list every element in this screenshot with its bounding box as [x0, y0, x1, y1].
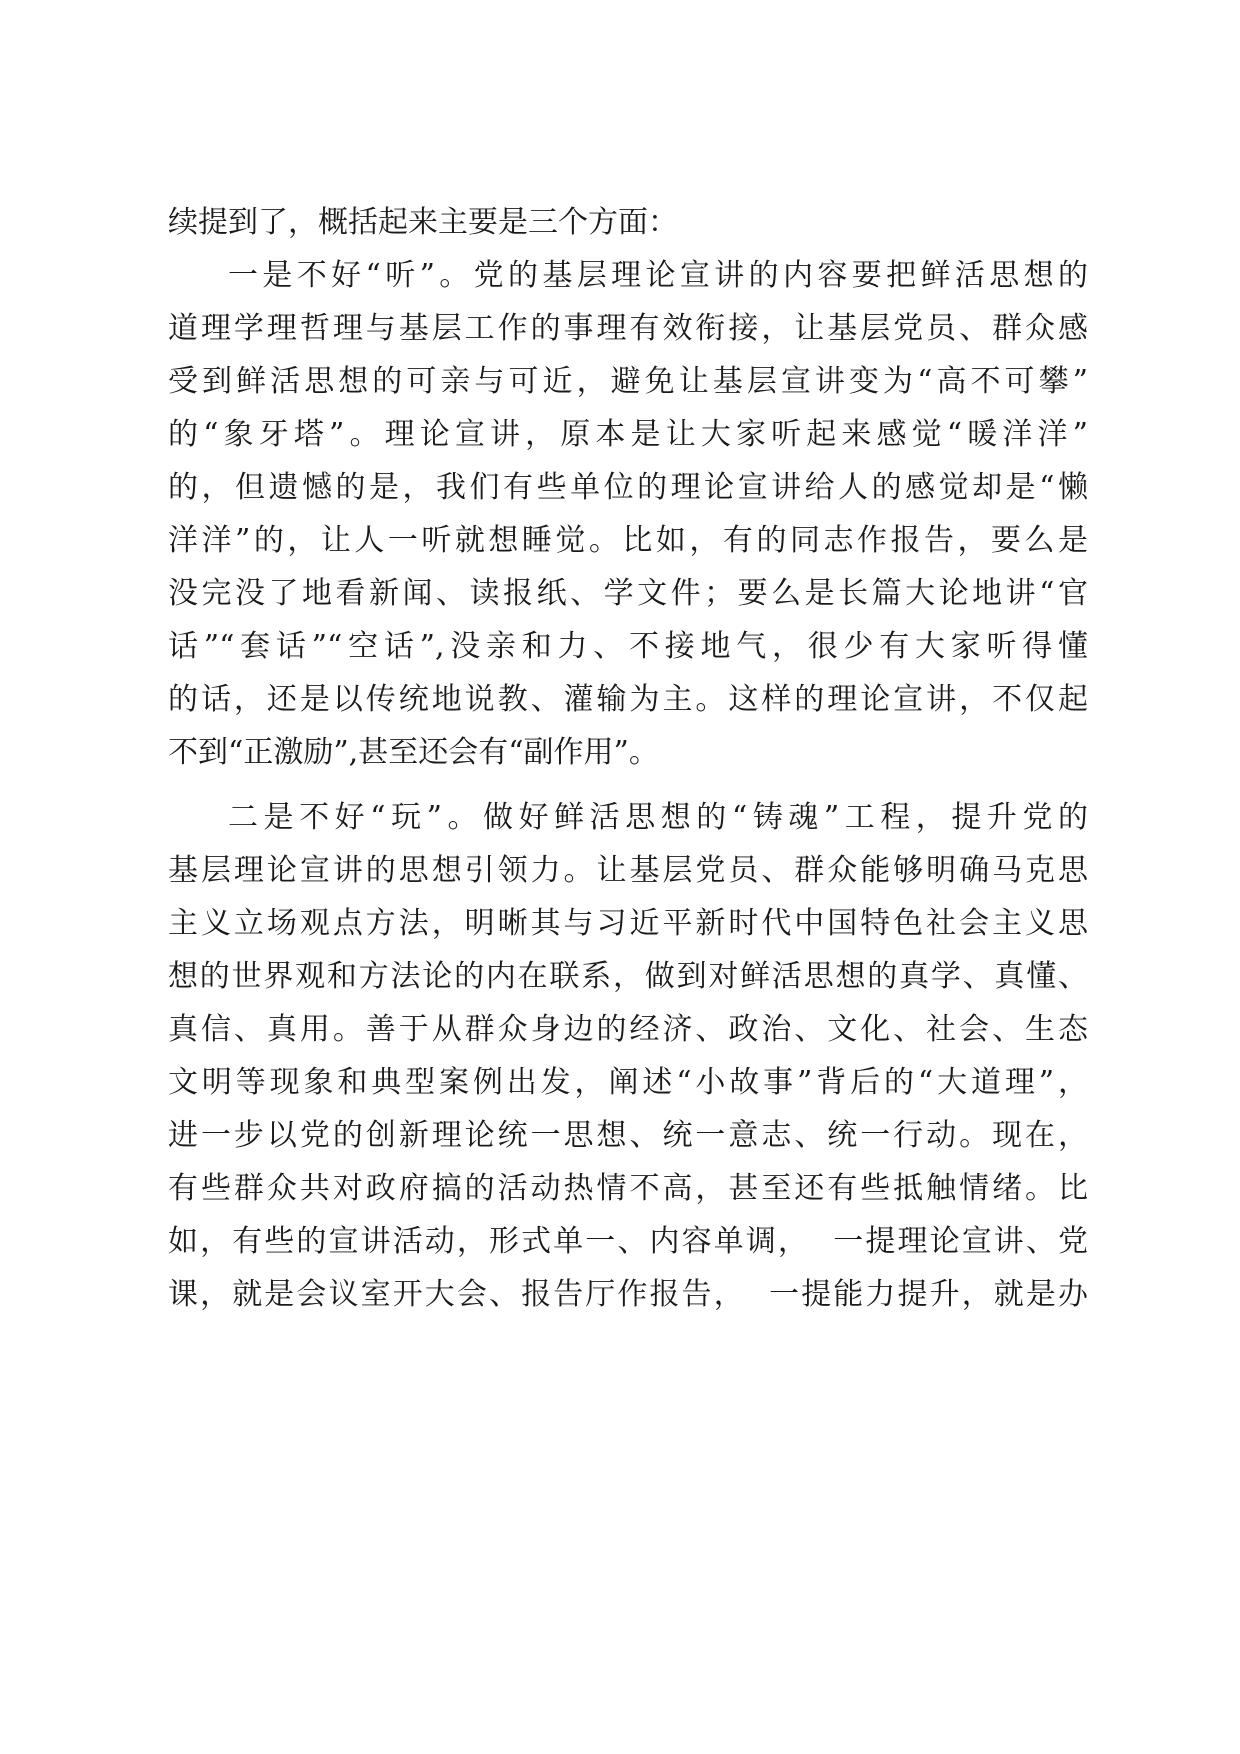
paragraph-line: 进一步以党的创新理论统一思想、统一意志、统一行动。现在，: [168, 1118, 1088, 1153]
paragraph-spacer: [168, 779, 1088, 791]
paragraph-line: 课，就是会议室开大会、报告厅作报告， 一提能力提升，就是办: [168, 1277, 1088, 1312]
paragraph-line: 如，有些的宣讲活动，形式单一、内容单调， 一提理论宣讲、党: [168, 1224, 1088, 1259]
paragraph-line: 主义立场观点方法，明晰其与习近平新时代中国特色社会主义思: [168, 906, 1088, 941]
paragraph-line: 文明等现象和典型案例出发，阐述“小故事”背后的“大道理”，: [168, 1065, 1088, 1100]
paragraph-line: 受到鲜活思想的可亲与可近，避免让基层宣讲变为“高不可攀”: [168, 364, 1088, 399]
paragraph-line: 洋洋”的，让人一听就想睡觉。比如，有的同志作报告，要么是: [168, 523, 1088, 558]
paragraph-line: 道理学理哲理与基层工作的事理有效衔接，让基层党员、群众感: [168, 311, 1088, 346]
paragraph-line: 不到“正激励”,甚至还会有“副作用”。: [168, 735, 659, 770]
paragraph-line: 有些群众共对政府搞的活动热情不高，甚至还有些抵触情绪。比: [168, 1171, 1088, 1206]
paragraph-1: [168, 249, 1088, 779]
paragraph-line: 的话，还是以传统地说教、灌输为主。这样的理论宣讲，不仅起: [168, 682, 1088, 717]
lead-line: 续提到了，概括起来主要是三个方面：: [168, 205, 678, 240]
paragraph-line: 二是不好“玩”。做好鲜活思想的“铸魂”工程，提升党的: [228, 800, 1088, 835]
paragraph-line: 的，但遗憾的是，我们有些单位的理论宣讲给人的感觉却是“懒: [168, 470, 1088, 505]
document-body: [168, 196, 1088, 1321]
paragraph-line: 话”“套话”“空话”,没亲和力、不接地气，很少有大家听得懂: [168, 629, 1088, 664]
paragraph-2: [168, 791, 1088, 1321]
paragraph-line: 一是不好“听”。党的基层理论宣讲的内容要把鲜活思想的: [228, 258, 1088, 293]
paragraph-line: 没完没了地看新闻、读报纸、学文件；要么是长篇大论地讲“官: [168, 576, 1088, 611]
paragraph-line: 真信、真用。善于从群众身边的经济、政治、文化、社会、生态: [168, 1012, 1088, 1047]
paragraph-line: 基层理论宣讲的思想引领力。让基层党员、群众能够明确马克思: [168, 853, 1088, 888]
paragraph-line: 想的世界观和方法论的内在联系，做到对鲜活思想的真学、真懂、: [168, 959, 1088, 994]
paragraph-line: 的“象牙塔”。理论宣讲，原本是让大家听起来感觉“暖洋洋”: [168, 417, 1088, 452]
